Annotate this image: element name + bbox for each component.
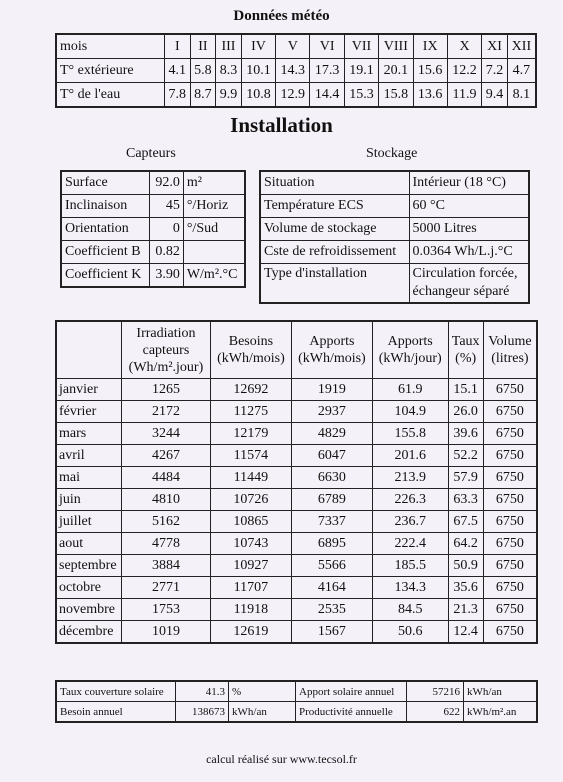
monthly-cell: 6750 bbox=[483, 533, 537, 555]
meteo-month: I bbox=[165, 34, 191, 59]
month-name: novembre bbox=[56, 599, 122, 621]
month-name: février bbox=[56, 401, 122, 423]
monthly-cell: 6047 bbox=[291, 445, 372, 467]
meteo-month: V bbox=[276, 34, 310, 59]
besoin-value: 138673 bbox=[176, 702, 229, 723]
monthly-cell: 35.6 bbox=[448, 577, 483, 599]
monthly-row bbox=[56, 467, 537, 489]
monthly-cell: 6750 bbox=[483, 423, 537, 445]
meteo-value: 7.8 bbox=[165, 83, 191, 108]
footer-credit: calcul réalisé sur www.tecsol.fr bbox=[206, 752, 357, 766]
capteurs-value: 45 bbox=[150, 195, 183, 218]
monthly-cell: 1919 bbox=[291, 379, 372, 401]
taux-unit: % bbox=[229, 681, 296, 702]
monthly-header bbox=[122, 321, 211, 379]
month-name: mars bbox=[56, 423, 122, 445]
capteurs-label: Orientation bbox=[61, 218, 150, 241]
monthly-cell: 6750 bbox=[483, 467, 537, 489]
meteo-value: 15.8 bbox=[379, 83, 413, 108]
stockage-label: Situation bbox=[260, 171, 409, 195]
monthly-cell: 39.6 bbox=[448, 423, 483, 445]
capteurs-value: 0 bbox=[150, 218, 183, 241]
monthly-cell: 6630 bbox=[291, 467, 372, 489]
meteo-months-label: mois bbox=[56, 34, 165, 59]
capteurs-label: Surface bbox=[61, 171, 150, 195]
monthly-cell: 6750 bbox=[483, 621, 537, 644]
monthly-cell: 4484 bbox=[122, 467, 211, 489]
monthly-cell: 21.3 bbox=[448, 599, 483, 621]
capteurs-unit: °/Horiz bbox=[183, 195, 245, 218]
monthly-cell: 134.3 bbox=[372, 577, 448, 599]
monthly-cell: 4810 bbox=[122, 489, 211, 511]
stockage-row bbox=[260, 241, 529, 264]
monthly-header-line: (kWh/mois) bbox=[217, 351, 285, 366]
meteo-value: 12.9 bbox=[276, 83, 310, 108]
monthly-row bbox=[56, 401, 537, 423]
stockage-value: 5000 Litres bbox=[409, 218, 529, 241]
monthly-cell: 11275 bbox=[210, 401, 291, 423]
capteurs-label: Inclinaison bbox=[61, 195, 150, 218]
meteo-title: Données météo bbox=[233, 8, 330, 24]
monthly-cell: 57.9 bbox=[448, 467, 483, 489]
monthly-header-line: (kWh/mois) bbox=[298, 351, 366, 366]
monthly-cell: 1019 bbox=[122, 621, 211, 644]
capteurs-row bbox=[61, 195, 245, 218]
stockage-value bbox=[409, 264, 529, 304]
monthly-header bbox=[483, 321, 537, 379]
monthly-cell: 104.9 bbox=[372, 401, 448, 423]
monthly-cell: 63.3 bbox=[448, 489, 483, 511]
monthly-cell: 6750 bbox=[483, 445, 537, 467]
month-name: septembre bbox=[56, 555, 122, 577]
monthly-cell: 6750 bbox=[483, 599, 537, 621]
monthly-cell: 6895 bbox=[291, 533, 372, 555]
monthly-cell: 10927 bbox=[210, 555, 291, 577]
apport-value: 57216 bbox=[407, 681, 464, 702]
summary-table bbox=[55, 680, 538, 723]
monthly-cell: 7337 bbox=[291, 511, 372, 533]
month-name: juin bbox=[56, 489, 122, 511]
meteo-month: XI bbox=[482, 34, 508, 59]
capteurs-unit: m² bbox=[183, 171, 245, 195]
monthly-cell: 236.7 bbox=[372, 511, 448, 533]
stockage-label: Volume de stockage bbox=[260, 218, 409, 241]
stockage-heading: Stockage bbox=[366, 146, 418, 161]
monthly-header-line: (Wh/m².jour) bbox=[128, 359, 204, 375]
capteurs-row bbox=[61, 171, 245, 195]
monthly-cell: 4164 bbox=[291, 577, 372, 599]
meteo-value: 10.1 bbox=[241, 59, 275, 83]
installation-title: Installation bbox=[230, 113, 333, 137]
meteo-value: 13.6 bbox=[413, 83, 447, 108]
monthly-row bbox=[56, 555, 537, 577]
meteo-value: 4.7 bbox=[507, 59, 536, 83]
monthly-cell: 11449 bbox=[210, 467, 291, 489]
monthly-cell: 2535 bbox=[291, 599, 372, 621]
monthly-header-line: Apports bbox=[309, 334, 355, 349]
meteo-months-row bbox=[56, 34, 536, 59]
monthly-cell: 4829 bbox=[291, 423, 372, 445]
monthly-cell: 6750 bbox=[483, 555, 537, 577]
taux-value: 41.3 bbox=[176, 681, 229, 702]
monthly-cell: 15.1 bbox=[448, 379, 483, 401]
monthly-cell: 3884 bbox=[122, 555, 211, 577]
meteo-value: 8.1 bbox=[507, 83, 536, 108]
monthly-row bbox=[56, 379, 537, 401]
monthly-cell: 11918 bbox=[210, 599, 291, 621]
monthly-cell: 11574 bbox=[210, 445, 291, 467]
monthly-row bbox=[56, 489, 537, 511]
monthly-cell: 201.6 bbox=[372, 445, 448, 467]
monthly-cell: 1265 bbox=[122, 379, 211, 401]
capteurs-row bbox=[61, 264, 245, 288]
monthly-cell: 50.6 bbox=[372, 621, 448, 644]
capteurs-row bbox=[61, 241, 245, 264]
meteo-month: IX bbox=[413, 34, 447, 59]
meteo-row-label: T° de l'eau bbox=[56, 83, 165, 108]
meteo-month: VII bbox=[344, 34, 378, 59]
meteo-value: 19.1 bbox=[344, 59, 378, 83]
monthly-header-row bbox=[56, 321, 537, 379]
meteo-value: 10.8 bbox=[241, 83, 275, 108]
meteo-row-label: T° extérieure bbox=[56, 59, 165, 83]
monthly-cell: 4778 bbox=[122, 533, 211, 555]
meteo-month: VIII bbox=[379, 34, 413, 59]
capteurs-table bbox=[60, 170, 246, 288]
meteo-month: IV bbox=[241, 34, 275, 59]
capteurs-label: Coefficient B bbox=[61, 241, 150, 264]
apport-unit: kWh/an bbox=[464, 681, 538, 702]
meteo-value: 4.1 bbox=[165, 59, 191, 83]
monthly-cell: 10865 bbox=[210, 511, 291, 533]
stockage-value-line1: Circulation forcée, bbox=[412, 266, 518, 281]
meteo-value: 11.9 bbox=[447, 83, 481, 108]
summary-row bbox=[56, 681, 537, 702]
capteurs-row bbox=[61, 218, 245, 241]
capteurs-unit: °/Sud bbox=[183, 218, 245, 241]
meteo-value: 7.2 bbox=[482, 59, 508, 83]
monthly-cell: 226.3 bbox=[372, 489, 448, 511]
monthly-cell: 26.0 bbox=[448, 401, 483, 423]
month-name: juillet bbox=[56, 511, 122, 533]
meteo-value: 17.3 bbox=[310, 59, 344, 83]
meteo-month: II bbox=[190, 34, 216, 59]
monthly-row bbox=[56, 445, 537, 467]
apport-label: Apport solaire annuel bbox=[296, 681, 407, 702]
monthly-row bbox=[56, 511, 537, 533]
stockage-value: Intérieur (18 °C) bbox=[409, 171, 529, 195]
meteo-value: 8.7 bbox=[190, 83, 216, 108]
month-name: octobre bbox=[56, 577, 122, 599]
monthly-cell: 84.5 bbox=[372, 599, 448, 621]
capteurs-unit bbox=[183, 241, 245, 264]
month-name: janvier bbox=[56, 379, 122, 401]
prod-label: Productivité annuelle bbox=[296, 702, 407, 723]
stockage-value: 0.0364 Wh/L.j.°C bbox=[409, 241, 529, 264]
monthly-header-empty bbox=[56, 321, 122, 379]
monthly-cell: 213.9 bbox=[372, 467, 448, 489]
stockage-label: Type d'installation bbox=[260, 264, 409, 304]
monthly-cell: 2771 bbox=[122, 577, 211, 599]
monthly-cell: 64.2 bbox=[448, 533, 483, 555]
meteo-value: 15.6 bbox=[413, 59, 447, 83]
month-name: mai bbox=[56, 467, 122, 489]
besoin-label: Besoin annuel bbox=[56, 702, 176, 723]
monthly-cell: 61.9 bbox=[372, 379, 448, 401]
meteo-month: XII bbox=[507, 34, 536, 59]
monthly-header-line: capteurs bbox=[142, 342, 190, 358]
monthly-cell: 2937 bbox=[291, 401, 372, 423]
meteo-row-ext bbox=[56, 59, 536, 83]
monthly-row bbox=[56, 423, 537, 445]
monthly-table bbox=[55, 320, 538, 644]
meteo-value: 14.4 bbox=[310, 83, 344, 108]
monthly-row bbox=[56, 577, 537, 599]
meteo-value: 12.2 bbox=[447, 59, 481, 83]
monthly-row bbox=[56, 599, 537, 621]
meteo-value: 5.8 bbox=[190, 59, 216, 83]
monthly-cell: 4267 bbox=[122, 445, 211, 467]
monthly-header-line: Irradiation bbox=[136, 325, 196, 341]
stockage-label: Température ECS bbox=[260, 195, 409, 218]
stockage-value-line2: échangeur séparé bbox=[412, 284, 510, 299]
summary-row bbox=[56, 702, 537, 723]
meteo-value: 8.3 bbox=[216, 59, 242, 83]
monthly-cell: 12619 bbox=[210, 621, 291, 644]
monthly-cell: 1753 bbox=[122, 599, 211, 621]
prod-value: 622 bbox=[407, 702, 464, 723]
stockage-label: Cste de refroidissement bbox=[260, 241, 409, 264]
monthly-row bbox=[56, 621, 537, 644]
monthly-cell: 6750 bbox=[483, 379, 537, 401]
stockage-row bbox=[260, 218, 529, 241]
capteurs-value: 0.82 bbox=[150, 241, 183, 264]
meteo-month: X bbox=[447, 34, 481, 59]
monthly-cell: 6750 bbox=[483, 401, 537, 423]
monthly-cell: 11707 bbox=[210, 577, 291, 599]
capteurs-unit: W/m².°C bbox=[183, 264, 245, 288]
meteo-row-eau bbox=[56, 83, 536, 108]
monthly-header bbox=[291, 321, 372, 379]
monthly-header-line: (kWh/jour) bbox=[378, 351, 442, 366]
capteurs-label: Coefficient K bbox=[61, 264, 150, 288]
capteurs-value: 3.90 bbox=[150, 264, 183, 288]
stockage-value: 60 °C bbox=[409, 195, 529, 218]
monthly-cell: 185.5 bbox=[372, 555, 448, 577]
monthly-header-line: (litres) bbox=[491, 351, 529, 366]
monthly-cell: 50.9 bbox=[448, 555, 483, 577]
monthly-header bbox=[448, 321, 483, 379]
capteurs-value: 92.0 bbox=[150, 171, 183, 195]
monthly-cell: 10743 bbox=[210, 533, 291, 555]
meteo-table bbox=[55, 33, 537, 108]
monthly-cell: 155.8 bbox=[372, 423, 448, 445]
prod-unit: kWh/m².an bbox=[464, 702, 538, 723]
monthly-cell: 67.5 bbox=[448, 511, 483, 533]
monthly-cell: 12692 bbox=[210, 379, 291, 401]
monthly-cell: 52.2 bbox=[448, 445, 483, 467]
meteo-month: III bbox=[216, 34, 242, 59]
monthly-header-line: Apports bbox=[387, 334, 433, 349]
taux-label: Taux couverture solaire bbox=[56, 681, 176, 702]
monthly-cell: 5162 bbox=[122, 511, 211, 533]
monthly-cell: 12179 bbox=[210, 423, 291, 445]
stockage-table bbox=[259, 170, 530, 304]
monthly-header-line: Volume bbox=[488, 334, 532, 349]
meteo-value: 9.9 bbox=[216, 83, 242, 108]
month-name: aout bbox=[56, 533, 122, 555]
monthly-cell: 3244 bbox=[122, 423, 211, 445]
stockage-row bbox=[260, 171, 529, 195]
monthly-cell: 6750 bbox=[483, 577, 537, 599]
monthly-header-line: (%) bbox=[455, 351, 477, 366]
monthly-cell: 2172 bbox=[122, 401, 211, 423]
stockage-row bbox=[260, 195, 529, 218]
meteo-value: 20.1 bbox=[379, 59, 413, 83]
monthly-cell: 10726 bbox=[210, 489, 291, 511]
monthly-cell: 12.4 bbox=[448, 621, 483, 644]
monthly-header bbox=[210, 321, 291, 379]
capteurs-heading: Capteurs bbox=[126, 146, 176, 161]
besoin-unit: kWh/an bbox=[229, 702, 296, 723]
monthly-cell: 5566 bbox=[291, 555, 372, 577]
monthly-cell: 222.4 bbox=[372, 533, 448, 555]
monthly-cell: 6750 bbox=[483, 489, 537, 511]
monthly-header-line: Taux bbox=[451, 334, 480, 349]
meteo-value: 9.4 bbox=[482, 83, 508, 108]
meteo-value: 15.3 bbox=[344, 83, 378, 108]
monthly-cell: 1567 bbox=[291, 621, 372, 644]
month-name: décembre bbox=[56, 621, 122, 644]
meteo-month: VI bbox=[310, 34, 344, 59]
month-name: avril bbox=[56, 445, 122, 467]
monthly-header bbox=[372, 321, 448, 379]
stockage-row bbox=[260, 264, 529, 304]
monthly-row bbox=[56, 533, 537, 555]
monthly-header-line: Besoins bbox=[228, 334, 274, 349]
monthly-cell: 6750 bbox=[483, 511, 537, 533]
meteo-value: 14.3 bbox=[276, 59, 310, 83]
monthly-cell: 6789 bbox=[291, 489, 372, 511]
